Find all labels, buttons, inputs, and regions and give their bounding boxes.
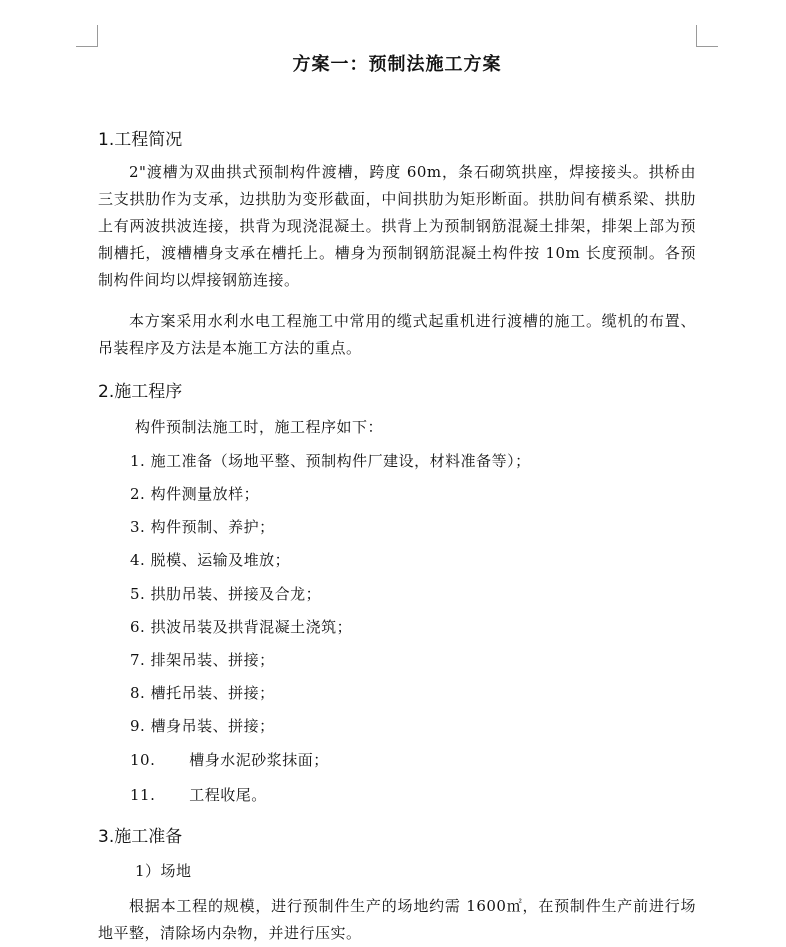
step-text: 工程收尾。 <box>189 786 267 804</box>
step-text: 施工准备（场地平整、预制构件厂建设，材料准备等）； <box>150 452 531 470</box>
procedure-step <box>130 682 275 703</box>
document-title: 方案一：预制法施工方案 <box>292 54 502 75</box>
procedure-step <box>130 784 267 805</box>
step-number: 8. <box>130 684 146 702</box>
step-number: 11. <box>130 786 156 804</box>
procedure-step <box>130 583 321 604</box>
procedure-step <box>130 549 290 570</box>
preparation-paragraph: 根据本工程的规模，进行预制件生产的场地约需 1600㎡，在预制件生产前进行场地平整，清除场内杂物，并进行压实。 <box>98 897 696 942</box>
step-number: 6. <box>130 618 146 636</box>
page-corner-mark-top-right <box>696 25 697 47</box>
page-corner-mark-top-left <box>76 46 98 47</box>
procedure-step <box>130 616 352 637</box>
page-corner-mark-top-left <box>97 25 98 47</box>
section-heading-preparation: 3.施工准备 <box>98 827 183 847</box>
procedure-step <box>130 483 259 504</box>
procedure-step <box>130 649 275 670</box>
step-text: 排架吊装、拼接； <box>150 651 275 669</box>
step-number: 10. <box>130 751 156 769</box>
step-text: 槽身吊装、拼接； <box>150 717 275 735</box>
step-text: 槽托吊装、拼接； <box>150 684 275 702</box>
section-heading-overview: 1.工程简况 <box>98 130 183 150</box>
step-number: 5. <box>130 585 146 603</box>
step-number: 4. <box>130 551 146 569</box>
overview-paragraph-1: 2"渡槽为双曲拱式预制构件渡槽，跨度 60m，条石砌筑拱座，焊接接头。拱桥由三支拱肋作为支承，边拱肋为变形截面，中间拱肋为矩形断面。拱肋间有横系梁、拱肋上有两波拱波连接，拱背为现浇混凝土。拱背上为预制钢筋混凝土排架，排架上部为预制槽托，渡槽槽身支承在槽托上。槽身为预制钢筋混凝土构件按 10m 长度预制。各预制构件间均以焊接钢筋连接。 <box>98 163 696 289</box>
step-number: 2. <box>130 485 146 503</box>
step-number: 1. <box>130 452 146 470</box>
page-corner-mark-top-right <box>696 46 718 47</box>
step-number: 7. <box>130 651 146 669</box>
overview-paragraph-2: 本方案采用水利水电工程施工中常用的缆式起重机进行渡槽的施工。缆机的布置、吊装程序及方法是本施工方法的重点。 <box>98 312 696 357</box>
procedure-step <box>130 516 275 537</box>
step-text: 构件预制、养护； <box>150 518 275 536</box>
step-text: 拱肋吊装、拼接及合龙； <box>150 585 322 603</box>
procedure-step <box>130 450 531 471</box>
step-number: 9. <box>130 717 146 735</box>
procedure-intro: 构件预制法施工时，施工程序如下： <box>135 418 384 436</box>
step-text: 拱波吊装及拱背混凝土浇筑； <box>150 618 353 636</box>
section-heading-procedure: 2.施工程序 <box>98 382 183 402</box>
step-number: 3. <box>130 518 146 536</box>
procedure-step <box>130 715 275 736</box>
step-text: 构件测量放样； <box>150 485 260 503</box>
step-text: 脱模、运输及堆放； <box>150 551 291 569</box>
procedure-step <box>130 749 329 770</box>
preparation-subheading: 1）场地 <box>135 862 192 880</box>
step-text: 槽身水泥砂浆抹面； <box>189 751 329 769</box>
